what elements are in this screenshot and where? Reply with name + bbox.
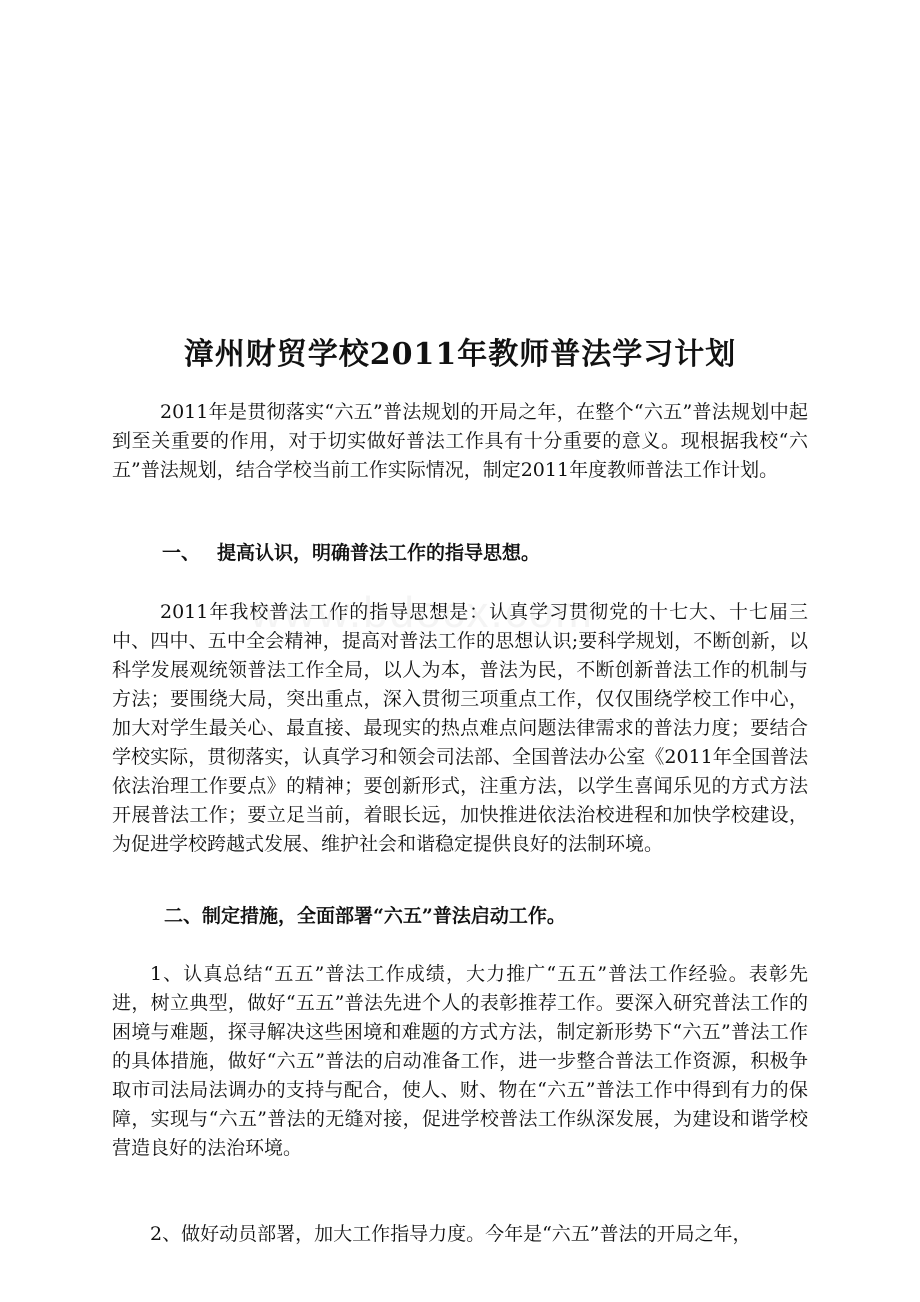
section-1-number: 一、 — [162, 542, 201, 564]
section-1-body: 2011年我校普法工作的指导思想是：认真学习贯彻党的十七大、十七届三中、四中、五中全会精神，提高对普法工作的思想认识;要科学规划，不断创新，以科学发展观统领普法工作全局，以人为本，普法为民，不断创新普法工作的机制与方法；要围绕大局，突出重点，深入贯彻三项重点工作，仅仅围绕学校工作中心，加大对学生最关心、最直接、最现实的热点难点问题法律需求的普法力度；要结合学校实际，贯彻落实，认真学习和领会司法部、全国普法办公室《2011年全国普法依法治理工作要点》的精神；要创新形式，注重方法，以学生喜闻乐见的方式方法开展普法工作；要立足当前，着眼长远，加快推进依法治校进程和加快学校建设，为促进学校跨越式发展、维护社会和谐稳定提供良好的法制环境。 — [112, 601, 808, 855]
document-title: 漳州财贸学校2011年教师普法学习计划 — [183, 337, 737, 373]
section-1-heading-text: 提高认识，明确普法工作的指导思想。 — [217, 542, 541, 564]
intro-paragraph: 2011年是贯彻落实“六五”普法规划的开局之年，在整个“六五”普法规划中起到至关重要的作用，对于切实做好普法工作具有十分重要的意义。现根据我校“六五”普法规划，结合学校当前工作实际情况，制定2011年度教师普法工作计划。 — [112, 401, 808, 481]
section-1-heading — [162, 539, 858, 568]
section-2-item-1: 1、认真总结“五五”普法工作成绩，大力推广“五五”普法工作经验。表彰先进，树立典型，做好“五五”普法先进个人的表彰推荐工作。要深入研究普法工作的困境与难题，探寻解决这些困境和难题的方式方法，制定新形势下“六五”普法工作的具体措施，做好“六五”普法的启动准备工作，进一步整合普法工作资源，积极争取市司法局法调办的支持与配合，使人、财、物在“六五”普法工作中得到有力的保障，实现与“六五”普法的无缝对接，促进学校普法工作纵深发展，为建设和谐学校营造良好的法治环境。 — [112, 963, 808, 1159]
section-2-item-2: 2、做好动员部署，加大工作指导力度。今年是“六五”普法的开局之年， — [150, 1223, 752, 1245]
section-2-heading: 二、制定措施，全面部署“六五”普法启动工作。 — [164, 905, 566, 927]
